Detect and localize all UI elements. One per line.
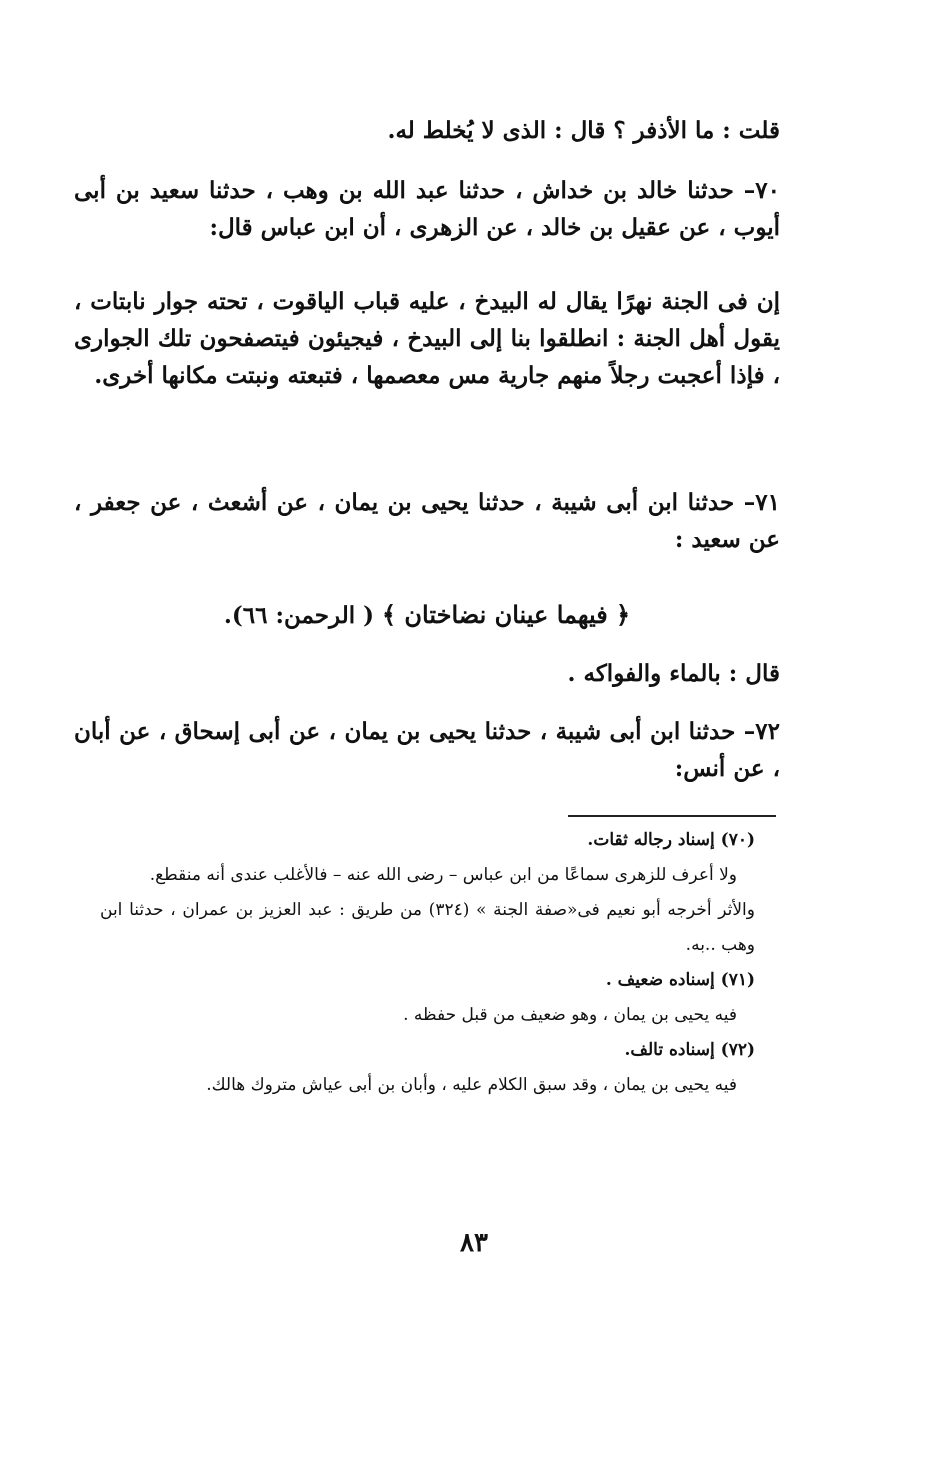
quran-verse-line: [74, 596, 780, 634]
footnote-71-line-1: فيه يحيى بن يمان ، وهو ضعيف من قبل حفظه .: [403, 1005, 737, 1025]
footnote-72-line-1: فيه يحيى بن يمان ، وقد سبق الكلام عليه ، وأبان بن أبى عياش متروك هالك.: [206, 1075, 737, 1095]
hadith-70-text: إن فى الجنة نهرًا يقال له البيدخ ، عليه قباب الياقوت ، تحته جوار نابتات ، يقول أهل الجنة : انطلقوا بنا إلى البيدخ ، فيجيئون فيتصفحون تلك الجوارى ، فإذا أعجبت رجلاً منهم جارية مس معصمها ، فتبعته ونبتت مكانها أخرى.: [74, 288, 780, 389]
body-paragraph-dhafar: قلت : ما الأذفر ؟ قال : الذى لا يُخلط له.: [387, 117, 780, 144]
page-number: ٨٣: [460, 1228, 488, 1258]
footnotes-section: [100, 823, 755, 1103]
hadith-71-isnad: ٧١– حدثنا ابن أبى شيبة ، حدثنا يحيى بن يمان ، عن أشعث ، عن جعفر ، عن سعيد :: [74, 489, 780, 553]
footnote-70-heading: (٧٠) إسناد رجاله ثقات.: [587, 830, 755, 850]
footnote-72-heading: (٧٢) إسناده تالف.: [624, 1040, 755, 1060]
footnote-70-line-1: ولا أعرف للزهرى سماعًا من ابن عباس – رضى الله عنه – فالأغلب عندى أنه منقطع.: [149, 865, 737, 885]
footnote-70-line-2: والأثر أخرجه أبو نعيم فى«صفة الجنة » (٣٢٤) من طريق : عبد العزيز بن عمران ، حدثنا ابن وهب ..به.: [100, 900, 755, 955]
hadith-72-isnad: ٧٢– حدثنا ابن أبى شيبة ، حدثنا يحيى بن يمان ، عن أبى إسحاق ، عن أبان ، عن أنس:: [74, 718, 780, 782]
quran-reference: ( الرحمن: ٦٦).: [223, 602, 374, 629]
footnote-divider: [568, 815, 776, 817]
quran-verse: ﴿ فيهما عينان نضاختان ﴾: [382, 600, 631, 629]
hadith-70-isnad: ٧٠– حدثنا خالد بن خداش ، حدثنا عبد الله بن وهب ، حدثنا سعيد بن أبى أيوب ، عن عقيل بن خالد ، عن الزهرى ، أن ابن عباس قال:: [74, 177, 780, 241]
hadith-71-text: قال : بالماء والفواكه .: [567, 660, 780, 687]
footnote-71-heading: (٧١) إسناده ضعيف .: [605, 970, 755, 990]
